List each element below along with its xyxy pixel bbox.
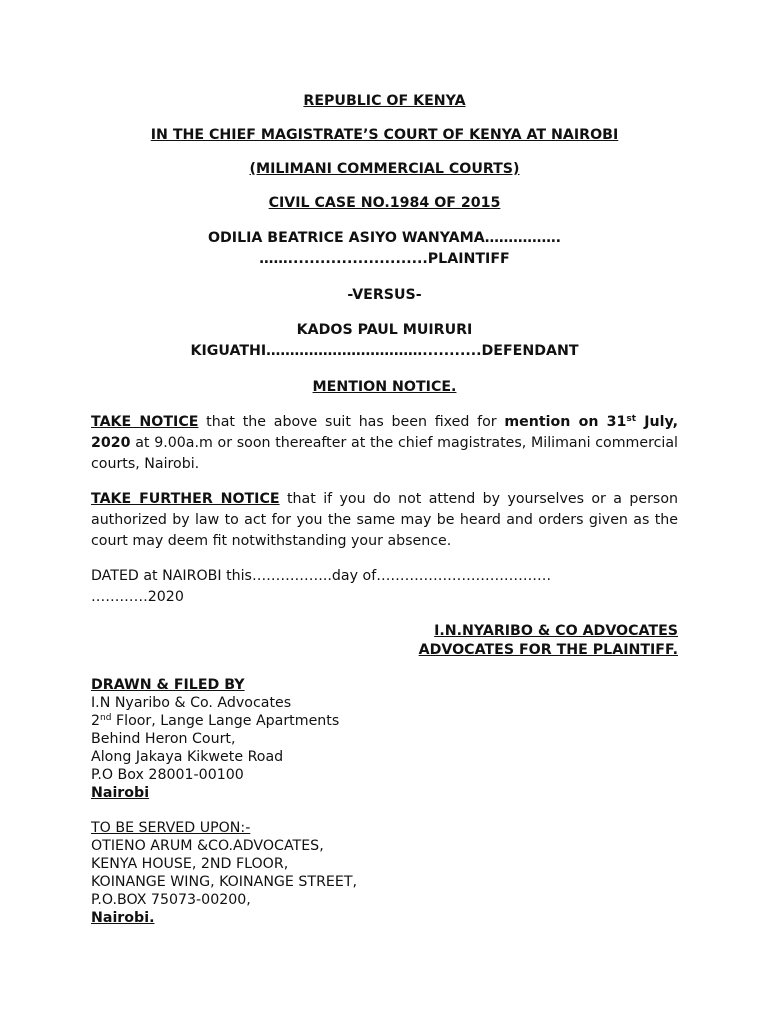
document-page: [91, 92, 678, 944]
signature-firm: I.N.NYARIBO & CO ADVOCATES: [434, 623, 678, 639]
take-notice-text2: at 9.00a.m or soon thereafter at the chief magistrates, Milimani commercial courts, Nairobi.: [91, 435, 678, 472]
defendant-role: KIGUATHI……………………………...........DEFENDANT: [190, 343, 579, 359]
served-upon-line4: P.O.BOX 75073-00200,: [91, 892, 251, 908]
header-court: IN THE CHIEF MAGISTRATE’S COURT OF KENYA AT NAIROBI: [150, 127, 619, 143]
served-upon-line3: KOINANGE WING, KOINANGE STREET,: [91, 874, 358, 890]
versus-label: -VERSUS-: [347, 287, 422, 303]
header-case-number: CIVIL CASE NO.1984 OF 2015: [268, 195, 501, 211]
notice-title: MENTION NOTICE.: [312, 379, 457, 395]
served-upon-block: [91, 819, 678, 927]
drawn-filed-city: Nairobi: [91, 785, 150, 801]
header-division: (MILIMANI COMMERCIAL COURTS): [249, 161, 520, 177]
served-upon-line2: KENYA HOUSE, 2ND FLOOR,: [91, 856, 289, 872]
drawn-filed-line2: [91, 712, 678, 730]
plaintiff-name: ODILIA BEATRICE ASIYO WANYAMA…………….: [207, 230, 562, 246]
header-republic: REPUBLIC OF KENYA: [303, 93, 466, 109]
signature-block: [91, 622, 678, 660]
drawn-filed-line3: Behind Heron Court,: [91, 731, 236, 747]
floor-suffix: nd: [100, 713, 112, 723]
drawn-filed-line1: I.N Nyaribo & Co. Advocates: [91, 695, 292, 711]
dated-line1: DATED at NAIROBI this……………..day of……………………………….: [91, 568, 551, 584]
dated-block: [91, 566, 678, 608]
mention-date-part1: mention on 31: [504, 414, 627, 430]
served-upon-city: Nairobi.: [91, 910, 155, 926]
drawn-filed-line4: Along Jakaya Kikwete Road: [91, 749, 284, 765]
floor-number: 2: [91, 713, 101, 729]
drawn-filed-line5: P.O Box 28001-00100: [91, 767, 244, 783]
further-notice-text: that if you do not attend by yourselves or a person authorized by law to act for you the same may be heard and orders given as the court may deem fit notwithstanding your absence.: [91, 491, 678, 549]
take-notice-text1: that the above suit has been fixed for: [198, 414, 505, 430]
drawn-filed-title: DRAWN & FILED BY: [91, 677, 245, 693]
dated-line2: …………2020: [91, 589, 184, 605]
defendant-name: KADOS PAUL MUIRURI: [296, 322, 473, 338]
mention-date-suffix: st: [626, 414, 637, 424]
drawn-filed-block: [91, 676, 678, 802]
take-notice-lead: TAKE NOTICE: [91, 414, 199, 430]
mention-date-part2: July, 2020: [91, 414, 678, 451]
further-notice-paragraph: [91, 489, 678, 552]
plaintiff-block: [91, 228, 678, 270]
defendant-block: [91, 320, 678, 362]
further-notice-lead: TAKE FURTHER NOTICE: [91, 491, 280, 507]
floor-rest: Floor, Lange Lange Apartments: [111, 713, 340, 729]
signature-role: ADVOCATES FOR THE PLAINTIFF.: [418, 642, 678, 658]
take-notice-paragraph: [91, 412, 678, 475]
served-upon-title: TO BE SERVED UPON:-: [91, 820, 251, 836]
served-upon-line1: OTIENO ARUM &CO.ADVOCATES,: [91, 838, 324, 854]
plaintiff-role: ……..........................PLAINTIFF: [259, 251, 510, 267]
